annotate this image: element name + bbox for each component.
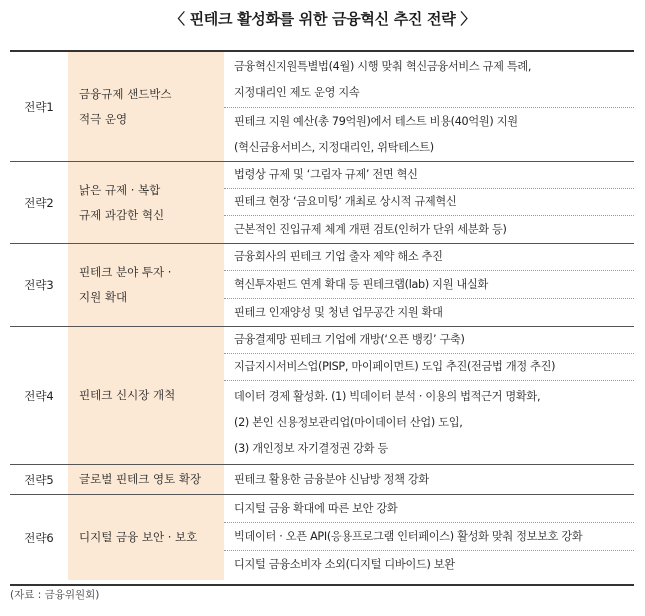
strategy-name xyxy=(68,52,224,161)
strategy-label: 전략1 xyxy=(24,99,54,114)
strategy-name xyxy=(68,465,224,494)
strategy-name-line: 핀테크 신시장 개척 xyxy=(79,388,176,402)
item-text: 지정대리인 제도 운영 지속 xyxy=(234,85,360,99)
item-text: 빅데이터 · 오픈 API(응용프로그램 인터페이스) 활성화 맞춰 정보보호 강화 xyxy=(234,529,583,543)
strategy-label: 전략2 xyxy=(24,195,54,210)
item-text: 핀테크 인재양성 및 청년 업무공간 지원 확대 xyxy=(234,305,443,319)
strategy-name-line: 규제 과감한 혁신 xyxy=(79,207,165,222)
strategy-item xyxy=(224,52,634,108)
item-text: (3) 개인정보 자기결정권 강화 등 xyxy=(234,441,389,455)
strategy-name-line: 글로벌 핀테크 영토 확장 xyxy=(79,472,202,486)
item-text: 디지털 금융 확대에 따른 보안 강화 xyxy=(234,501,398,515)
strategy-item xyxy=(224,108,634,161)
strategy-name-line: 적극 운영 xyxy=(79,111,128,126)
strategy-name xyxy=(68,327,224,464)
strategy-label: 전략4 xyxy=(24,388,54,403)
strategy-items xyxy=(224,162,634,243)
strategy-item xyxy=(224,495,634,523)
strategy-name-line: 낡은 규제 · 복합 xyxy=(79,182,161,197)
item-text: 핀테크 지원 예산(총 79억원)에서 테스트 비용(40억원) 지원 xyxy=(234,114,518,128)
strategy-row-2 xyxy=(10,162,634,244)
strategy-name-line: 금융규제 샌드박스 xyxy=(79,86,172,101)
strategy-item xyxy=(224,189,634,216)
strategy-name xyxy=(68,244,224,326)
strategy-item xyxy=(224,465,634,494)
strategy-row-1 xyxy=(10,52,634,162)
strategy-row-5 xyxy=(10,465,634,495)
item-text: 금융회사의 핀테크 기업 출자 제약 해소 추진 xyxy=(234,250,443,263)
strategy-items xyxy=(224,327,634,464)
item-text: 혁신투자펀드 연계 확대 등 핀테크랩(lab) 지원 내실화 xyxy=(234,277,488,291)
source-note: (자료 : 금융위원회) xyxy=(10,589,100,601)
strategy-item xyxy=(224,381,634,464)
strategy-row-3 xyxy=(10,244,634,327)
item-text: (혁신금융서비스, 지정대리인, 위탁테스트) xyxy=(234,140,434,154)
item-text: (2) 본인 신용정보관리업(마이데이터 산업) 도입, xyxy=(234,415,463,429)
strategy-label: 전략5 xyxy=(24,472,54,487)
item-text: 근본적인 진입규제 체계 개편 검토(인허가 단위 세분화 등) xyxy=(234,222,507,236)
item-text: 법령상 규제 및 ‘그림자 규제’ 전면 혁신 xyxy=(234,168,418,181)
strategy-item xyxy=(224,523,634,551)
strategy-item xyxy=(224,216,634,243)
strategy-name-line: 핀테크 분야 투자 · xyxy=(79,265,172,279)
strategy-name-line: 지원 확대 xyxy=(79,290,128,304)
strategy-label: 전략6 xyxy=(24,530,54,545)
strategy-row-4 xyxy=(10,327,634,465)
item-text: 핀테크 활용한 금융분야 신남방 정책 강화 xyxy=(234,472,429,486)
strategy-item xyxy=(224,327,634,354)
strategy-name xyxy=(68,495,224,580)
strategy-label: 전략3 xyxy=(24,278,54,292)
strategy-item xyxy=(224,271,634,299)
strategy-items xyxy=(224,495,634,580)
item-text: 디지털 금융소비자 소외(디지털 디바이드) 보완 xyxy=(234,558,455,571)
strategy-items xyxy=(224,465,634,494)
item-text: 지급지시서비스업(PISP, 마이페이먼트) 도입 추진(전금법 개정 추진) xyxy=(234,360,556,373)
strategy-name-line: 디지털 금융 보안 · 보호 xyxy=(79,530,198,544)
strategy-item xyxy=(224,162,634,189)
item-text: 핀테크 현장 ‘금요미팅’ 개최로 상시적 규제혁신 xyxy=(234,195,457,208)
page-title: 〈 핀테크 활성화를 위한 금융혁신 추진 전략 〉 xyxy=(169,10,476,28)
strategy-row-6 xyxy=(10,495,634,580)
strategy-item xyxy=(224,354,634,381)
item-text: 데이터 경제 활성화. (1) 빅데이터 분석 · 이용의 법적근거 명확화, xyxy=(234,389,541,403)
strategy-name xyxy=(68,162,224,243)
item-text: 금융결제망 핀테크 기업에 개방(‘오픈 뱅킹’ 구축) xyxy=(234,333,465,346)
item-text: 금융혁신지원특별법(4월) 시행 맞춰 혁신금융서비스 규제 특례, xyxy=(234,59,532,73)
strategy-table xyxy=(10,50,634,586)
strategy-items xyxy=(224,52,634,161)
strategy-items xyxy=(224,244,634,326)
strategy-item xyxy=(224,299,634,326)
strategy-item xyxy=(224,244,634,271)
strategy-item xyxy=(224,551,634,579)
